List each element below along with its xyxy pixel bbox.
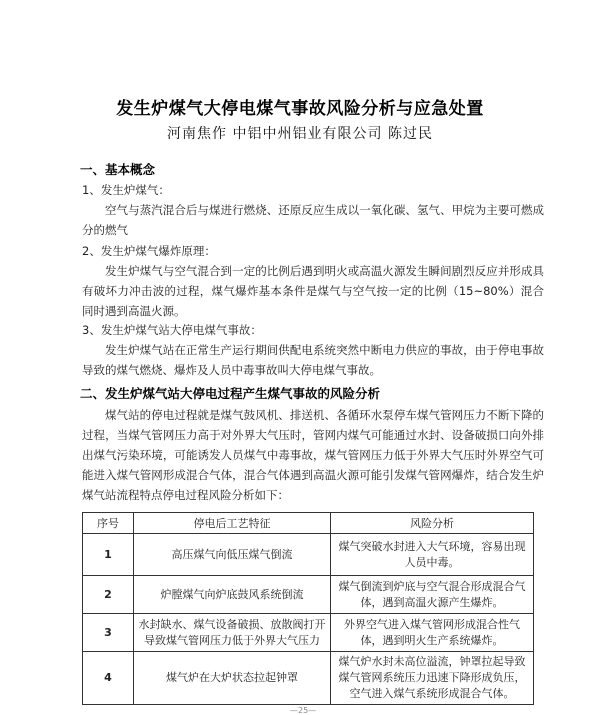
item-3-label: 3、发生炉煤气站大停电煤气事故： bbox=[82, 323, 262, 337]
item-3-text: 发生炉煤气站在正常生产运行期间供配电系统突然中断电力供应的事故，由于停电事故导致的煤气燃烧、爆炸及人员中毒事故叫大停电煤气事故。 bbox=[82, 343, 544, 377]
page-number: —25— bbox=[290, 706, 317, 715]
row-risk: 外界空气进入煤气管网形成混合性气体，遇到明火生产系统爆炸。 bbox=[331, 614, 534, 652]
item-1-label: 1、发生炉煤气： bbox=[82, 183, 170, 197]
document-author: 河南焦作 中铝中州铝业有限公司 陈过民 bbox=[167, 126, 433, 142]
table-row bbox=[83, 652, 534, 705]
row-risk: 煤气炉水封未高位溢流，钟罩拉起导致煤气管网系统压力迅速下降形成负压，空气进入煤气系统形成混合气体。 bbox=[331, 652, 534, 705]
table-row bbox=[83, 534, 534, 576]
section-2-heading: 二、发生炉煤气站大停电过程产生煤气事故的风险分析 bbox=[80, 386, 381, 401]
table-header-row bbox=[83, 513, 534, 534]
section-1-heading: 一、基本概念 bbox=[80, 162, 156, 177]
table-row bbox=[83, 614, 534, 652]
table-row bbox=[83, 576, 534, 614]
row-number: 4 bbox=[83, 652, 134, 705]
item-1-text: 空气与蒸汽混合后与煤进行燃烧、还原反应生成以一氧化碳、氢气、甲烷为主要可燃成分的燃气 bbox=[82, 203, 544, 237]
row-number: 3 bbox=[83, 614, 134, 652]
row-number: 1 bbox=[83, 534, 134, 576]
row-feature: 煤气炉在大炉状态拉起钟罩 bbox=[134, 652, 331, 705]
risk-analysis-table bbox=[82, 512, 534, 705]
header-risk: 风险分析 bbox=[331, 513, 534, 534]
document-title: 发生炉煤气大停电煤气事故风险分析与应急处置 bbox=[116, 99, 484, 119]
header-number: 序号 bbox=[83, 513, 134, 534]
row-risk: 煤气倒流到炉底与空气混合形成混合气体，遇到高温火源产生爆炸。 bbox=[331, 576, 534, 614]
item-2-label: 2、发生炉煤气爆炸原理： bbox=[82, 244, 216, 258]
row-feature: 炉膛煤气向炉底鼓风系统倒流 bbox=[134, 576, 331, 614]
row-feature: 水封缺水、煤气设备破损、放散阀打开导致煤气管网压力低于外界大气压力 bbox=[134, 614, 331, 652]
section-2-text: 煤气站的停电过程就是煤气鼓风机、排送机、各循环水泵停车煤气管网压力不断下降的过程，当煤气管网压力高于对外界大气压时，管网内煤气可能通过水封、设备破损口向外排出煤气污染环境，可能诱发人员煤气中毒事故，煤气管网压力低于外界大气压时外界空气可能进入煤气管网形成混合气体，混合气体遇到高温火源可能引发煤气管网爆炸，结合发生炉煤气站流程特点停电过程风险分析如下： bbox=[82, 408, 544, 502]
row-number: 2 bbox=[83, 576, 134, 614]
item-2-text: 发生炉煤气与空气混合到一定的比例后遇到明火或高温火源发生瞬间剧烈反应并形成具有破坏力冲击波的过程，煤气爆炸基本条件是煤气与空气按一定的比例（15~80%）混合同时遇到高温火源。 bbox=[82, 264, 544, 318]
header-feature: 停电后工艺特征 bbox=[134, 513, 331, 534]
row-feature: 高压煤气向低压煤气倒流 bbox=[134, 534, 331, 576]
row-risk: 煤气突破水封进入大气环境，容易出现人员中毒。 bbox=[331, 534, 534, 576]
